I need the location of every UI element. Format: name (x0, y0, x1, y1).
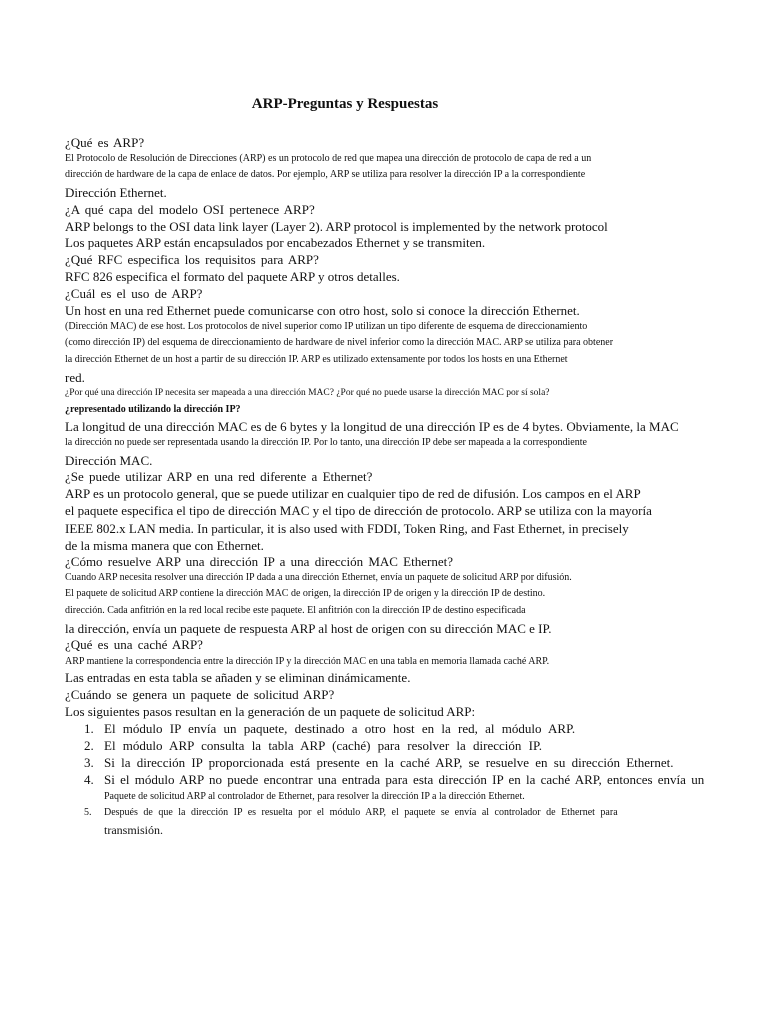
question-arp-cache: ¿Qué es una caché ARP? (65, 638, 203, 652)
list-item-number: 5. (84, 807, 92, 818)
list-item-continuation: transmisión. (104, 823, 163, 837)
answer-line: dirección. Cada anfitrión en la red local recibe este paquete. El anfitrión con la dirección IP de destino especificada (65, 605, 526, 616)
question-rfc: ¿Qué RFC especifica los requisitos para ARP? (65, 253, 319, 267)
list-item-continuation: Paquete de solicitud ARP al controlador de Ethernet, para resolver la dirección IP a la dirección Ethernet. (104, 791, 525, 802)
list-item-text: Después de que la dirección IP es resuelta por el módulo ARP, el paquete se envía al controlador de Ethernet para (104, 807, 618, 818)
answer-line: ARP es un protocolo general, que se puede utilizar en cualquier tipo de red de difusión. Los campos en el ARP (65, 487, 641, 501)
answer-line: el paquete especifica el tipo de dirección MAC y el tipo de dirección de protocolo. ARP se utiliza con la mayoría (65, 504, 652, 518)
list-item-number: 3. (84, 755, 94, 770)
answer-line: Los siguientes pasos resultan en la generación de un paquete de solicitud ARP: (65, 705, 476, 719)
question-why-map-ip-to-mac-cont: ¿representado utilizando la dirección IP? (65, 404, 241, 415)
question-request-generation: ¿Cuándo se genera un paquete de solicitud ARP? (65, 688, 335, 702)
answer-line: Un host en una red Ethernet puede comunicarse con otro host, solo si conoce la dirección Ethernet. (65, 304, 580, 318)
answer-line: (como dirección IP) del esquema de direccionamiento de hardware de nivel inferior como la dirección MAC. ARP se utiliza para obtener (65, 337, 614, 348)
answer-line: ARP mantiene la correspondencia entre la dirección IP y la dirección MAC en una tabla en memoria llamada caché ARP. (65, 656, 550, 667)
answer-line: de la misma manera que con Ethernet. (65, 539, 264, 553)
list-item-text: Si el módulo ARP no puede encontrar una entrada para esta dirección IP en la caché ARP, entonces envía un (104, 772, 705, 787)
answer-line: Dirección MAC. (65, 454, 153, 468)
question-what-is-arp: ¿Qué es ARP? (65, 136, 145, 150)
question-osi-layer: ¿A qué capa del modelo OSI pertenece ARP? (65, 203, 315, 217)
question-use-of-arp: ¿Cuál es el uso de ARP? (65, 287, 203, 301)
list-item-number: 1. (84, 721, 94, 736)
question-how-arp-resolves: ¿Cómo resuelve ARP una dirección IP a una dirección MAC Ethernet? (65, 555, 453, 569)
list-item-number: 2. (84, 738, 94, 753)
answer-line: IEEE 802.x LAN media. In particular, it is also used with FDDI, Token Ring, and Fast Ethernet, in precisely (65, 522, 629, 536)
answer-line: Los paquetes ARP están encapsulados por encabezados Ethernet y se transmiten. (65, 236, 486, 250)
answer-line: ARP belongs to the OSI data link layer (Layer 2). ARP protocol is implemented by the network protocol (65, 220, 608, 234)
answer-line: la dirección no puede ser representada usando la dirección IP. Por lo tanto, una dirección IP debe ser mapeada a la correspondiente (65, 437, 587, 448)
answer-line: red. (65, 371, 85, 385)
answer-line: (Dirección MAC) de ese host. Los protocolos de nivel superior como IP utilizan un tipo diferente de esquema de direccionamiento (65, 321, 588, 332)
answer-line: El Protocolo de Resolución de Direcciones (ARP) es un protocolo de red que mapea una dirección de protocolo de capa de red a un (65, 153, 592, 164)
answer-line: Dirección Ethernet. (65, 186, 167, 200)
list-item-text: El módulo IP envía un paquete, destinado a otro host en la red, al módulo ARP. (104, 721, 576, 736)
question-why-map-ip-to-mac: ¿Por qué una dirección IP necesita ser mapeada a una dirección MAC? ¿Por qué no puede usarse la dirección MAC por sí sola? (65, 388, 550, 398)
answer-line: La longitud de una dirección MAC es de 6 bytes y la longitud de una dirección IP es de 4 bytes. Obviamente, la MAC (65, 420, 679, 434)
answer-line: Las entradas en esta tabla se añaden y se eliminan dinámicamente. (65, 671, 411, 685)
answer-line: la dirección Ethernet de un host a partir de su dirección IP. ARP es utilizado extensamente por todos los hosts en una Ethernet (65, 354, 568, 365)
answer-line: RFC 826 especifica el formato del paquete ARP y otros detalles. (65, 270, 400, 284)
answer-line: Cuando ARP necesita resolver una dirección IP dada a una dirección Ethernet, envía un paquete de solicitud ARP por difusión. (65, 572, 572, 583)
answer-line: la dirección, envía un paquete de respuesta ARP al host de origen con su dirección MAC e IP. (65, 622, 552, 636)
list-item-number: 4. (84, 772, 94, 787)
list-item-text: Si la dirección IP proporcionada está presente en la caché ARP, se resuelve en su dirección Ethernet. (104, 755, 674, 770)
answer-line: El paquete de solicitud ARP contiene la dirección MAC de origen, la dirección IP de origen y la dirección IP de destino. (65, 588, 546, 599)
answer-line: dirección de hardware de la capa de enlace de datos. Por ejemplo, ARP se utiliza para resolver la dirección IP a la correspondiente (65, 169, 586, 180)
document-title: ARP-Preguntas y Respuestas (251, 96, 439, 112)
question-other-networks: ¿Se puede utilizar ARP en una red diferente a Ethernet? (65, 470, 373, 484)
list-item-text: El módulo ARP consulta la tabla ARP (caché) para resolver la dirección IP. (104, 738, 543, 753)
